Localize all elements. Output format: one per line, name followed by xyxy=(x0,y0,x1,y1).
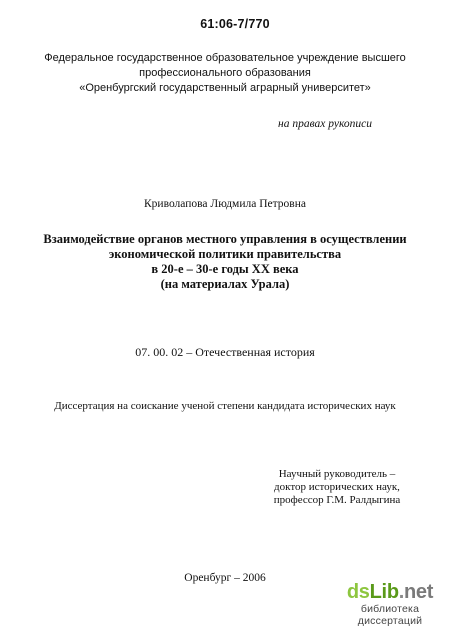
institution-name xyxy=(40,51,410,96)
specialty-code: 07. 00. 02 – Отечественная история xyxy=(135,345,315,359)
supervisor-line: профессор Г.М. Ралдыгина xyxy=(273,494,401,506)
city-year: Оренбург – 2006 xyxy=(184,572,266,584)
watermark-subtitle: библиотека диссертаций xyxy=(357,603,423,627)
logo-lib: Lib xyxy=(369,581,399,603)
title-line: экономической политики правительства xyxy=(108,247,342,261)
title-line: Взаимодействие органов местного управления в осуществлении xyxy=(43,232,407,246)
dissertation-title xyxy=(20,232,430,292)
degree-statement: Диссертация на соискание ученой степени кандидата исторических наук xyxy=(54,400,396,412)
logo-dot: . xyxy=(398,581,404,603)
institution-line: профессионального образования xyxy=(139,67,311,79)
supervisor-line: Научный руководитель – xyxy=(278,468,396,480)
logo-ds: ds xyxy=(346,581,370,603)
supervisor-line: доктор исторических наук, xyxy=(274,481,400,493)
institution-line: Федеральное государственное образовательное учреждение высшего xyxy=(44,52,406,64)
dslib-logo xyxy=(336,581,444,603)
catalog-code: 61:06-7/770 xyxy=(200,17,270,31)
author-name: Криволапова Людмила Петровна xyxy=(144,198,306,210)
dslib-watermark[interactable] xyxy=(336,581,444,627)
institution-line: «Оренбургский государственный аграрный университет» xyxy=(79,82,371,94)
rights-notice: на правах рукописи xyxy=(278,118,372,130)
logo-net: net xyxy=(404,581,434,603)
title-line: в 20-е – 30-е годы XX века xyxy=(151,262,299,276)
supervisor-info xyxy=(262,468,412,507)
title-line: (на материалах Урала) xyxy=(160,277,290,291)
